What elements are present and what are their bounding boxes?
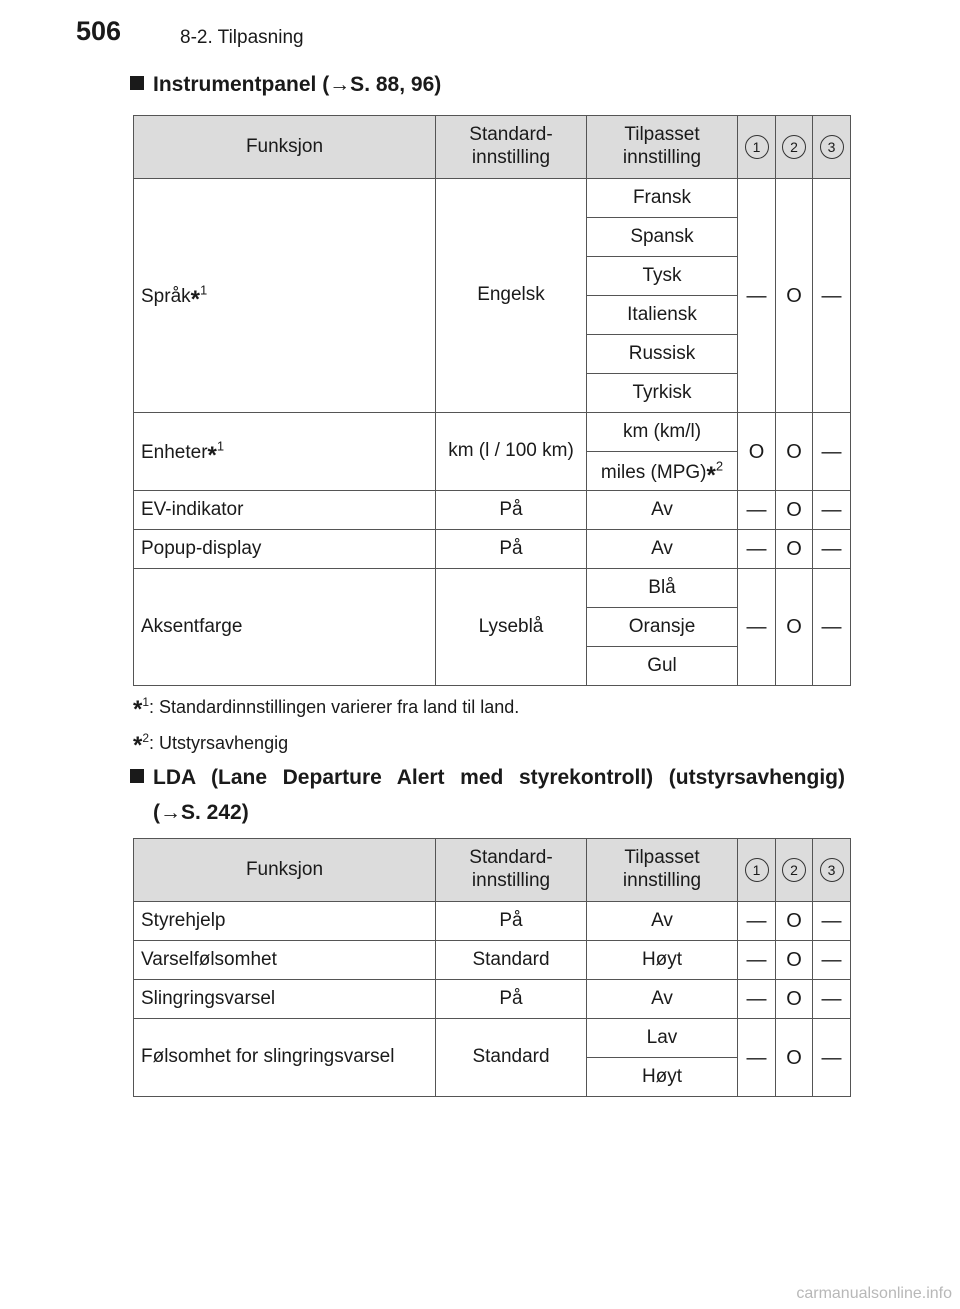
function-cell: Popup-display: [134, 530, 436, 569]
circled-3-icon: 3: [820, 858, 844, 882]
option-cell: Høyt: [587, 1058, 738, 1097]
lda-table: [133, 838, 851, 1097]
function-cell: EV-indikator: [134, 491, 436, 530]
option-cell: miles (MPG)*$^2$: [587, 452, 738, 491]
default-cell: Standard: [436, 1019, 587, 1097]
instrumentpanel-table: [133, 115, 851, 686]
mark-cell: —: [738, 179, 776, 413]
mark-cell: O: [776, 530, 813, 569]
mark-cell: —: [738, 980, 776, 1019]
footnote-2: *$^2$: Utstyrsavhengig: [133, 731, 289, 759]
table-row: [134, 491, 851, 530]
table-row: [134, 980, 851, 1019]
custom-cell: Av: [587, 530, 738, 569]
mark-cell: —: [738, 1019, 776, 1097]
mark-cell: O: [776, 491, 813, 530]
section-heading-lda: [130, 760, 845, 830]
custom-cell: Av: [587, 491, 738, 530]
table-row: [134, 902, 851, 941]
mark-cell: —: [738, 569, 776, 686]
header-col1: [738, 839, 776, 902]
table-row: [134, 413, 851, 452]
mark-cell: —: [813, 1019, 851, 1097]
option-cell: Oransje: [587, 608, 738, 647]
default-cell: km (l / 100 km): [436, 413, 587, 491]
mark-cell: —: [813, 569, 851, 686]
table-row: [134, 1019, 851, 1058]
mark-cell: —: [813, 179, 851, 413]
mark-cell: O: [776, 179, 813, 413]
header-col2: [776, 116, 813, 179]
footnote-1: *$^1$: Standardinnstillingen varierer fra land til land.: [133, 695, 520, 723]
option-cell: Lav: [587, 1019, 738, 1058]
option-cell: Blå: [587, 569, 738, 608]
header-custom: Tilpasset innstilling: [587, 116, 738, 179]
mark-cell: O: [776, 1019, 813, 1097]
option-cell: Spansk: [587, 218, 738, 257]
table-row: [134, 530, 851, 569]
function-cell: Slingringsvarsel: [134, 980, 436, 1019]
option-cell: Russisk: [587, 335, 738, 374]
mark-cell: O: [776, 569, 813, 686]
mark-cell: —: [738, 902, 776, 941]
option-cell: Gul: [587, 647, 738, 686]
circled-1-icon: 1: [745, 135, 769, 159]
mark-cell: —: [813, 530, 851, 569]
page-number: 506: [76, 16, 122, 46]
function-cell: Varselfølsomhet: [134, 941, 436, 980]
mark-cell: O: [738, 413, 776, 491]
default-cell: På: [436, 980, 587, 1019]
mark-cell: —: [738, 941, 776, 980]
header-default: Standard- innstilling: [436, 839, 587, 902]
mark-cell: O: [776, 941, 813, 980]
default-cell: Standard: [436, 941, 587, 980]
default-cell: På: [436, 530, 587, 569]
header-function: Funksjon: [134, 116, 436, 179]
square-bullet-icon: [130, 769, 144, 783]
function-cell: Styrehjelp: [134, 902, 436, 941]
function-cell: Enheter*$^1$: [134, 413, 436, 491]
header-col3: [813, 839, 851, 902]
option-cell: Tyrkisk: [587, 374, 738, 413]
header-col2: [776, 839, 813, 902]
function-cell: Aksentfarge: [134, 569, 436, 686]
header-col3: [813, 116, 851, 179]
header-function: Funksjon: [134, 839, 436, 902]
mark-cell: —: [813, 941, 851, 980]
mark-cell: —: [813, 980, 851, 1019]
table-row: [134, 179, 851, 218]
option-cell: Tysk: [587, 257, 738, 296]
watermark: carmanualsonline.info: [796, 1285, 952, 1302]
table-row: [134, 941, 851, 980]
default-cell: Lyseblå: [436, 569, 587, 686]
circled-2-icon: 2: [782, 858, 806, 882]
default-cell: På: [436, 491, 587, 530]
mark-cell: —: [813, 413, 851, 491]
circled-2-icon: 2: [782, 135, 806, 159]
mark-cell: —: [813, 491, 851, 530]
mark-cell: O: [776, 413, 813, 491]
table-header-row: [134, 116, 851, 179]
custom-cell: Høyt: [587, 941, 738, 980]
header-col1: [738, 116, 776, 179]
table-row: [134, 569, 851, 608]
option-cell: km (km/l): [587, 413, 738, 452]
default-cell: Engelsk: [436, 179, 587, 413]
table-header-row: [134, 839, 851, 902]
header-default: Standard- innstilling: [436, 116, 587, 179]
mark-cell: —: [738, 530, 776, 569]
square-bullet-icon: [130, 76, 144, 90]
function-cell: Følsomhet for slingringsvarsel: [134, 1019, 436, 1097]
section-subtitle: (→S. 242): [153, 801, 249, 824]
circled-3-icon: 3: [820, 135, 844, 159]
section-title: LDA (Lane Departure Alert med styrekontroll) (utstyrsavhengig): [153, 766, 845, 789]
mark-cell: O: [776, 980, 813, 1019]
mark-cell: —: [738, 491, 776, 530]
mark-cell: O: [776, 902, 813, 941]
option-cell: Italiensk: [587, 296, 738, 335]
mark-cell: —: [813, 902, 851, 941]
header-custom: Tilpasset innstilling: [587, 839, 738, 902]
option-cell: Fransk: [587, 179, 738, 218]
chapter-title: 8-2. Tilpasning: [180, 27, 304, 48]
circled-1-icon: 1: [745, 858, 769, 882]
custom-cell: Av: [587, 980, 738, 1019]
section-title: Instrumentpanel (→S. 88, 96): [153, 73, 442, 96]
custom-cell: Av: [587, 902, 738, 941]
section-heading-instrumentpanel: [130, 67, 441, 102]
default-cell: På: [436, 902, 587, 941]
function-cell: Språk*$^1$: [134, 179, 436, 413]
